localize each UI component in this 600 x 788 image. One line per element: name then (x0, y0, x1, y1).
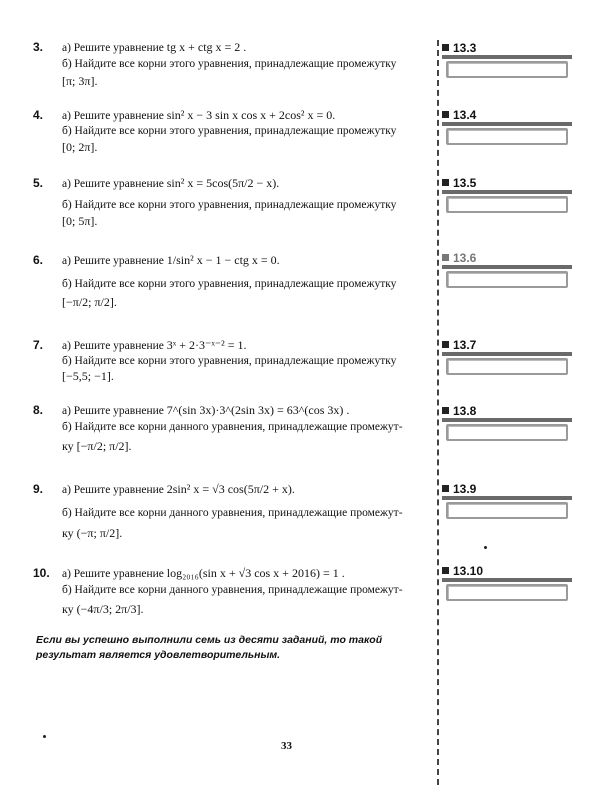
answer-13-8 (442, 404, 572, 418)
part-a-label: а) Решите уравнение (62, 178, 164, 190)
problem-part-a (62, 108, 335, 124)
problem-number: 6. (33, 253, 44, 267)
part-a-label: а) Решите уравнение (62, 568, 164, 580)
problem-part-b: б) Найдите все корни этого уравнения, принадлежащие промежутку (62, 199, 397, 211)
answer-label (442, 338, 572, 352)
problem-number: 7. (33, 338, 44, 352)
square-bullet-icon (442, 485, 449, 492)
answer-13-9 (442, 482, 572, 496)
answer-bar (442, 418, 572, 422)
answer-input[interactable] (446, 584, 568, 601)
equation: log₂₀₁₆(sin x + √3 cos x + 2016) = 1 . (166, 566, 345, 580)
problem-number: 5. (33, 176, 44, 190)
equation: 7^(sin 3x)·3^(2sin 3x) = 63^(cos 3x) . (166, 403, 350, 417)
answer-label (442, 108, 572, 122)
answer-13-5 (442, 176, 572, 190)
problem-number: 4. (33, 108, 44, 122)
problem-number: 10. (33, 566, 50, 580)
answer-bar (442, 578, 572, 582)
answer-number: 13.7 (453, 338, 477, 352)
problem-part-a (62, 566, 345, 582)
part-a-label: а) Решите уравнение (62, 42, 164, 54)
answer-input[interactable] (446, 128, 568, 145)
square-bullet-icon (442, 407, 449, 414)
interval: [0; 2π]. (62, 140, 98, 154)
interval: ку (−4π/3; 2π/3]. (62, 602, 144, 616)
answer-bar (442, 265, 572, 269)
answer-input[interactable] (446, 196, 568, 213)
answer-label (442, 482, 572, 496)
answer-input[interactable] (446, 61, 568, 78)
part-a-label: а) Решите уравнение (62, 110, 164, 122)
interval: [−π/2; π/2]. (62, 295, 117, 309)
answer-label (442, 564, 572, 578)
interval: ку (−π; π/2]. (62, 526, 123, 540)
answer-label (442, 176, 572, 190)
answer-number: 13.6 (453, 251, 477, 265)
problem-part-a (62, 482, 295, 498)
answer-13-10 (442, 564, 572, 578)
problem-part-a (62, 253, 280, 269)
answer-13-4 (442, 108, 572, 122)
answer-bar (442, 496, 572, 500)
problem-part-b: б) Найдите все корни этого уравнения, принадлежащие промежутку (62, 125, 397, 137)
answer-bar (442, 352, 572, 356)
square-bullet-icon (442, 341, 449, 348)
equation: 2sin² x = √3 cos(5π/2 + x). (166, 482, 295, 496)
problem-part-b: б) Найдите все корни этого уравнения, принадлежащие промежутку (62, 355, 397, 367)
answer-input[interactable] (446, 424, 568, 441)
answer-number: 13.5 (453, 176, 477, 190)
speck (43, 735, 46, 738)
answer-label (442, 41, 572, 55)
square-bullet-icon (442, 254, 449, 261)
answer-input[interactable] (446, 502, 568, 519)
part-a-label: а) Решите уравнение (62, 405, 164, 417)
square-bullet-icon (442, 111, 449, 118)
answer-input[interactable] (446, 271, 568, 288)
answer-bar (442, 122, 572, 126)
answer-input[interactable] (446, 358, 568, 375)
answer-label (442, 404, 572, 418)
speck (484, 546, 487, 549)
square-bullet-icon (442, 179, 449, 186)
margin-divider (437, 40, 439, 785)
interval: [−5,5; −1]. (62, 369, 114, 383)
problem-part-b: б) Найдите все корни данного уравнения, принадлежащие промежут- (62, 507, 403, 519)
part-a-label: а) Решите уравнение (62, 484, 164, 496)
interval: [π; 3π]. (62, 74, 98, 88)
equation: 3ˣ + 2·3⁻ˣ⁻² = 1. (166, 338, 247, 352)
problem-part-a (62, 403, 349, 419)
equation: tg x + ctg x = 2 . (166, 40, 247, 54)
problem-number: 3. (33, 40, 44, 54)
part-a-label: а) Решите уравнение (62, 255, 164, 267)
answer-number: 13.4 (453, 108, 477, 122)
part-a-label: а) Решите уравнение (62, 340, 164, 352)
answer-number: 13.8 (453, 404, 477, 418)
problem-part-b: б) Найдите все корни этого уравнения, принадлежащие промежутку (62, 58, 397, 70)
problem-part-b: б) Найдите все корни данного уравнения, принадлежащие промежут- (62, 421, 403, 433)
interval: [0; 5π]. (62, 214, 98, 228)
answer-13-7 (442, 338, 572, 352)
footer-note: Если вы успешно выполнили семь из десяти заданий, то такой результат является удовлетворительным. (36, 634, 383, 661)
answer-number: 13.3 (453, 41, 477, 55)
problem-part-b: б) Найдите все корни данного уравнения, принадлежащие промежут- (62, 584, 403, 596)
problem-part-a (62, 176, 279, 192)
answer-13-3 (442, 41, 572, 55)
equation: 1/sin² x − 1 − ctg x = 0. (166, 253, 280, 267)
problem-part-a (62, 338, 247, 354)
equation: sin² x = 5cos(5π/2 − x). (166, 176, 280, 190)
problem-part-b: б) Найдите все корни этого уравнения, принадлежащие промежутку (62, 278, 397, 290)
answer-13-6 (442, 251, 572, 265)
answer-number: 13.10 (453, 564, 484, 578)
page-number: 33 (281, 740, 292, 752)
answer-bar (442, 55, 572, 59)
answer-number: 13.9 (453, 482, 477, 496)
interval: ку [−π/2; π/2]. (62, 439, 132, 453)
equation: sin² x − 3 sin x cos x + 2cos² x = 0. (166, 108, 336, 122)
problem-part-a (62, 40, 246, 56)
problem-number: 9. (33, 482, 44, 496)
problem-number: 8. (33, 403, 44, 417)
square-bullet-icon (442, 567, 449, 574)
square-bullet-icon (442, 44, 449, 51)
answer-bar (442, 190, 572, 194)
answer-label (442, 251, 572, 265)
